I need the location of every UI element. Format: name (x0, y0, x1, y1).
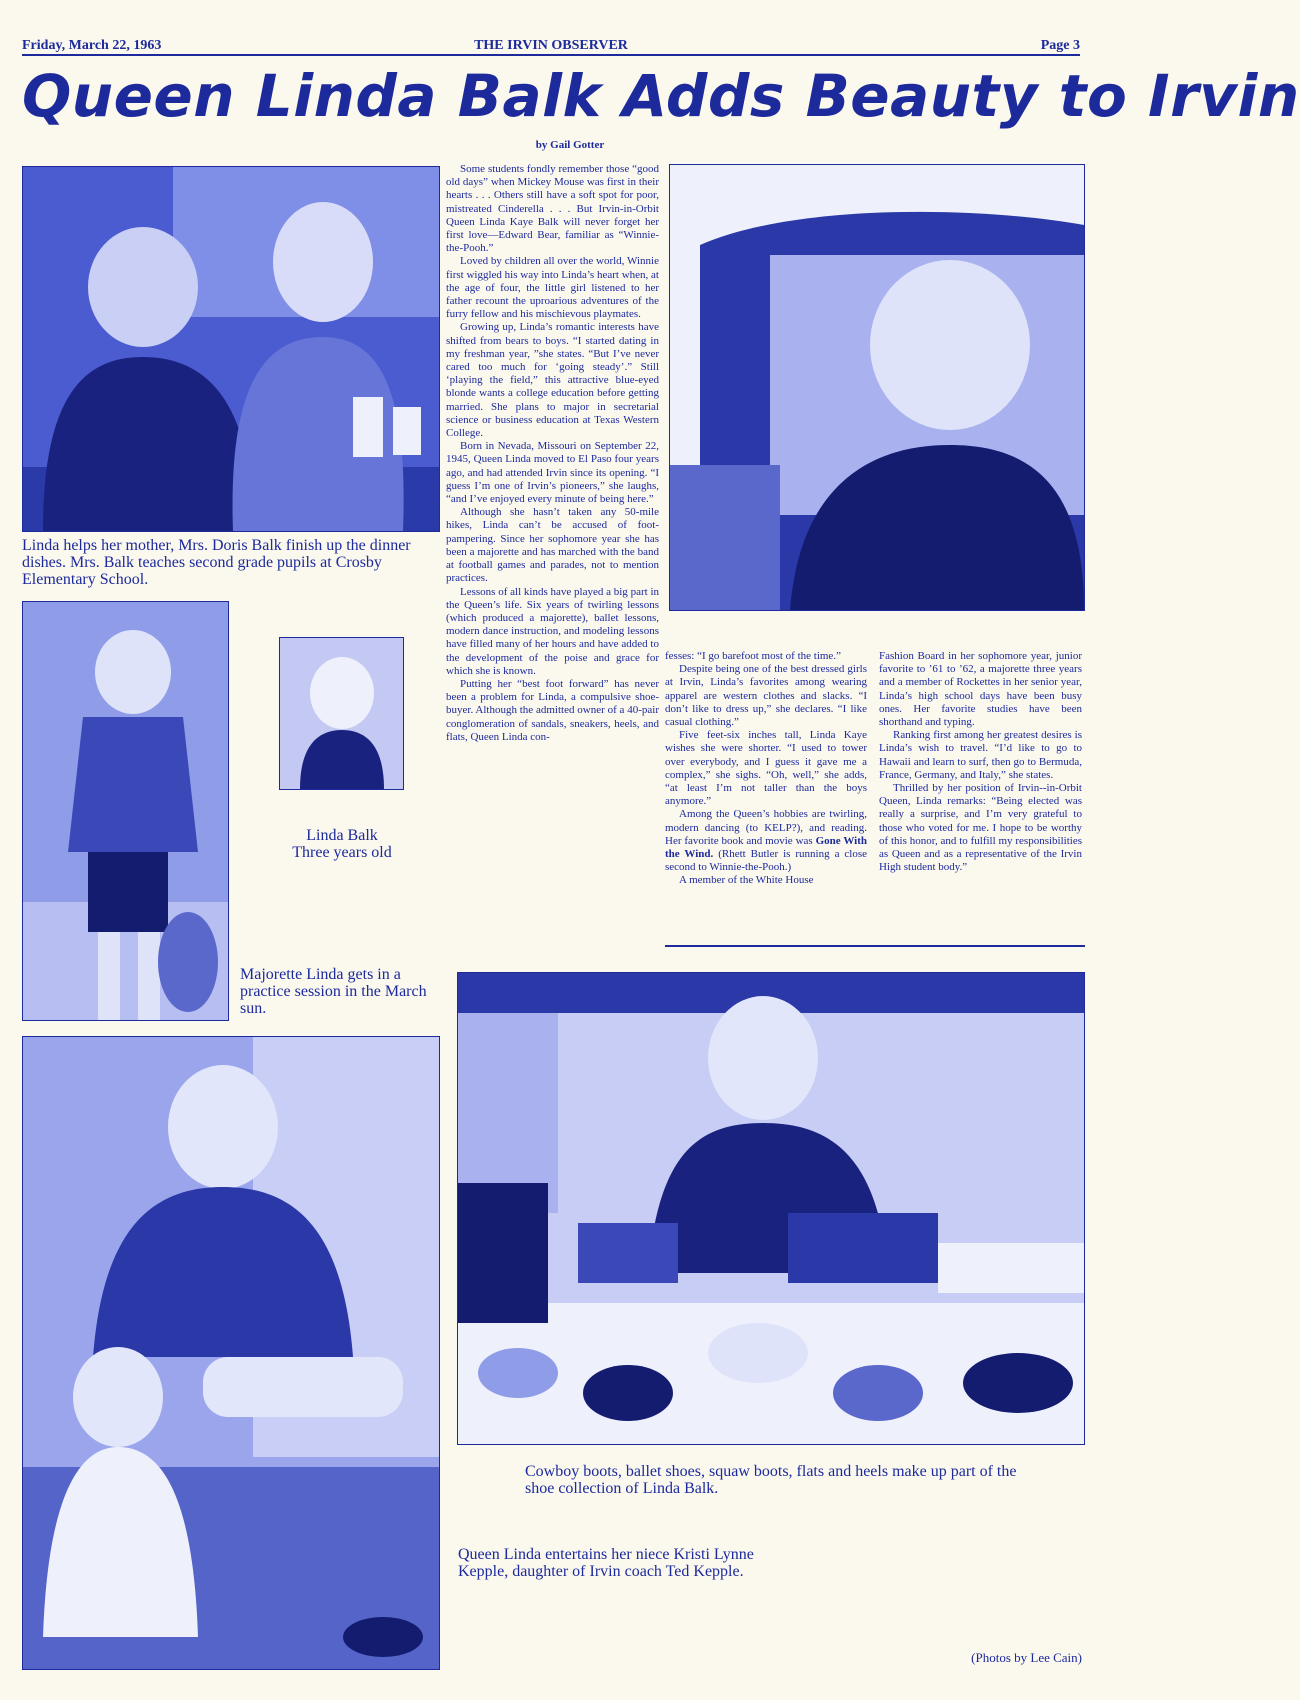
caption-three-years (262, 827, 422, 861)
article-paragraph: Some students fondly remember those “good old days” when Mickey Mouse was first in their hearts . . . Others still have a soft spot for poor, mistreated Cinderella . . . But Irvin-in-Orbit Queen Linda Kaye Balk will never forget her first love—Edward Bear, familiar as “Winnie-the-Pooh.” (446, 163, 659, 255)
page-number: Page 3 (1040, 38, 1080, 53)
article-column-2 (665, 650, 867, 945)
article-text: (Rhett Butler is running a close second to Winnie-the-Pooh.) (665, 848, 868, 874)
photo-majorette (22, 601, 229, 1021)
caption-dishes: Linda helps her mother, Mrs. Doris Balk finish up the dinner dishes. Mrs. Balk teaches second grade pupils at Crosby Elementary School. (22, 537, 411, 588)
article-column-1 (446, 163, 659, 948)
movie-title: Gone With the Wind. (665, 834, 867, 861)
article-paragraph: Born in Nevada, Missouri on September 22, 1945, Queen Linda moved to El Paso four years ago, and had attended Irvin since its opening. “I guess I’m one of Irvin’s pioneers,” she laughs, “and I’ve enjoyed every minute of being here.” (446, 440, 659, 506)
article-paragraph: Growing up, Linda’s romantic interests have shifted from bears to boys. “I started dating in my freshman year, ”she states. “But I’ve never cared too much for ‘going steady’.” Still ‘playing the field,” this attractive blue-eyed blonde wants a college education before getting married. She plans to major in secretarial science or business education at Texas Western College. (446, 321, 659, 440)
article-paragraph: Fashion Board in her sophomore year, junior favorite to ’61 to ’62, a majorette three years and a member of Rockettes in her senior year, Linda’s high school days have been busy ones. Her favorite studies have been shorthand and typing. (879, 650, 1082, 729)
caption-shoes: Cowboy boots, ballet shoes, squaw boots, flats and heels make up part of the shoe collection of Linda Balk. (525, 1463, 1017, 1497)
photo-three-years (279, 637, 404, 790)
article-paragraph: Ranking first among her greatest desires is Linda’s wish to travel. “I’d like to go to Hawaii and learn to surf, then go to Bermuda, France, Germany, and Italy,” she states. (879, 729, 1082, 781)
article-paragraph: Putting her “best foot forward” has never been a problem for Linda, a compulsive shoe-buyer. Although the admitted owner of a 40-pair conglomeration of sandals, sneakers, heels, and flats, Queen Linda con- (446, 677, 659, 743)
article-paragraph (665, 808, 867, 874)
article-paragraph: Although she hasn’t taken any 50-mile hikes, Linda can’t be accused of foot-pampering. Since her sophomore year she has been a majorette and has marched with the band at football games and parades, not to mention practices. (446, 506, 659, 585)
column-rule (665, 945, 1085, 947)
caption-niece: Queen Linda entertains her niece Kristi Lynne Kepple, daughter of Irvin coach Ted Kepple. (458, 1546, 754, 1580)
caption-majorette: Majorette Linda gets in a practice session in the March sun. (240, 966, 427, 1017)
paper-name: THE IRVIN OBSERVER (474, 38, 628, 53)
article-paragraph: Thrilled by her position of Irvin--in-Orbit Queen, Linda remarks: “Being elected was really a surprise, and I’m very grateful to those who voted for me. I hope to be worthy of this honor, and to fulfill my responsibilities as Queen and as a representative of the Irvin High student body.” (879, 782, 1082, 874)
photo-niece (22, 1036, 440, 1670)
article-paragraph: Despite being one of the best dressed girls at Irvin, Linda’s favorites among wearing apparel are western clothes and slacks. “I don’t like to dress up,” she declares. “I like casual clothing.” (665, 663, 867, 729)
article-paragraph: A member of the White House (679, 874, 814, 887)
headline: Queen Linda Balk Adds Beauty to Irvin (22, 62, 1300, 130)
photo-car (669, 164, 1085, 611)
article-paragraph: Lessons of all kinds have played a big part in the Queen’s life. Six years of twirling lessons (which produced a majorette), ballet lessons, modern dance instruction, and modeling lessons have filled many of her hours and have added to the development of the poise and grace for which she is known. (446, 585, 659, 677)
caption-three-years-name: Linda Balk (306, 827, 378, 844)
article-text: Among the Queen’s hobbies are twirling, modern dancing (to KELP?), and reading. Her favorite book and movie was (665, 808, 867, 847)
photo-credit: (Photos by Lee Cain) (971, 1650, 1082, 1665)
article-column-3 (879, 650, 1082, 945)
article-paragraph: Loved by children all over the world, Winnie first wiggled his way into Linda’s heart when, at the age of four, the little girl listened to her father recount the uproarious adventures of the furry fellow and his mischievous playmates. (446, 255, 659, 321)
photo-dishes (22, 166, 440, 532)
article-paragraph: Five feet-six inches tall, Linda Kaye wishes she were shorter. “I used to tower over everybody, and I guess it gave me a complex,” she sighs. “Oh, well,” she adds, “at least I’m not taller than the boys anymore.” (665, 729, 867, 808)
byline: by Gail Gotter (535, 139, 605, 151)
photo-shoes (457, 972, 1085, 1445)
article-paragraph: fesses: “I go barefoot most of the time.” (665, 650, 841, 662)
issue-date: Friday, March 22, 1963 (22, 38, 162, 53)
caption-three-years-age: Three years old (292, 844, 392, 861)
